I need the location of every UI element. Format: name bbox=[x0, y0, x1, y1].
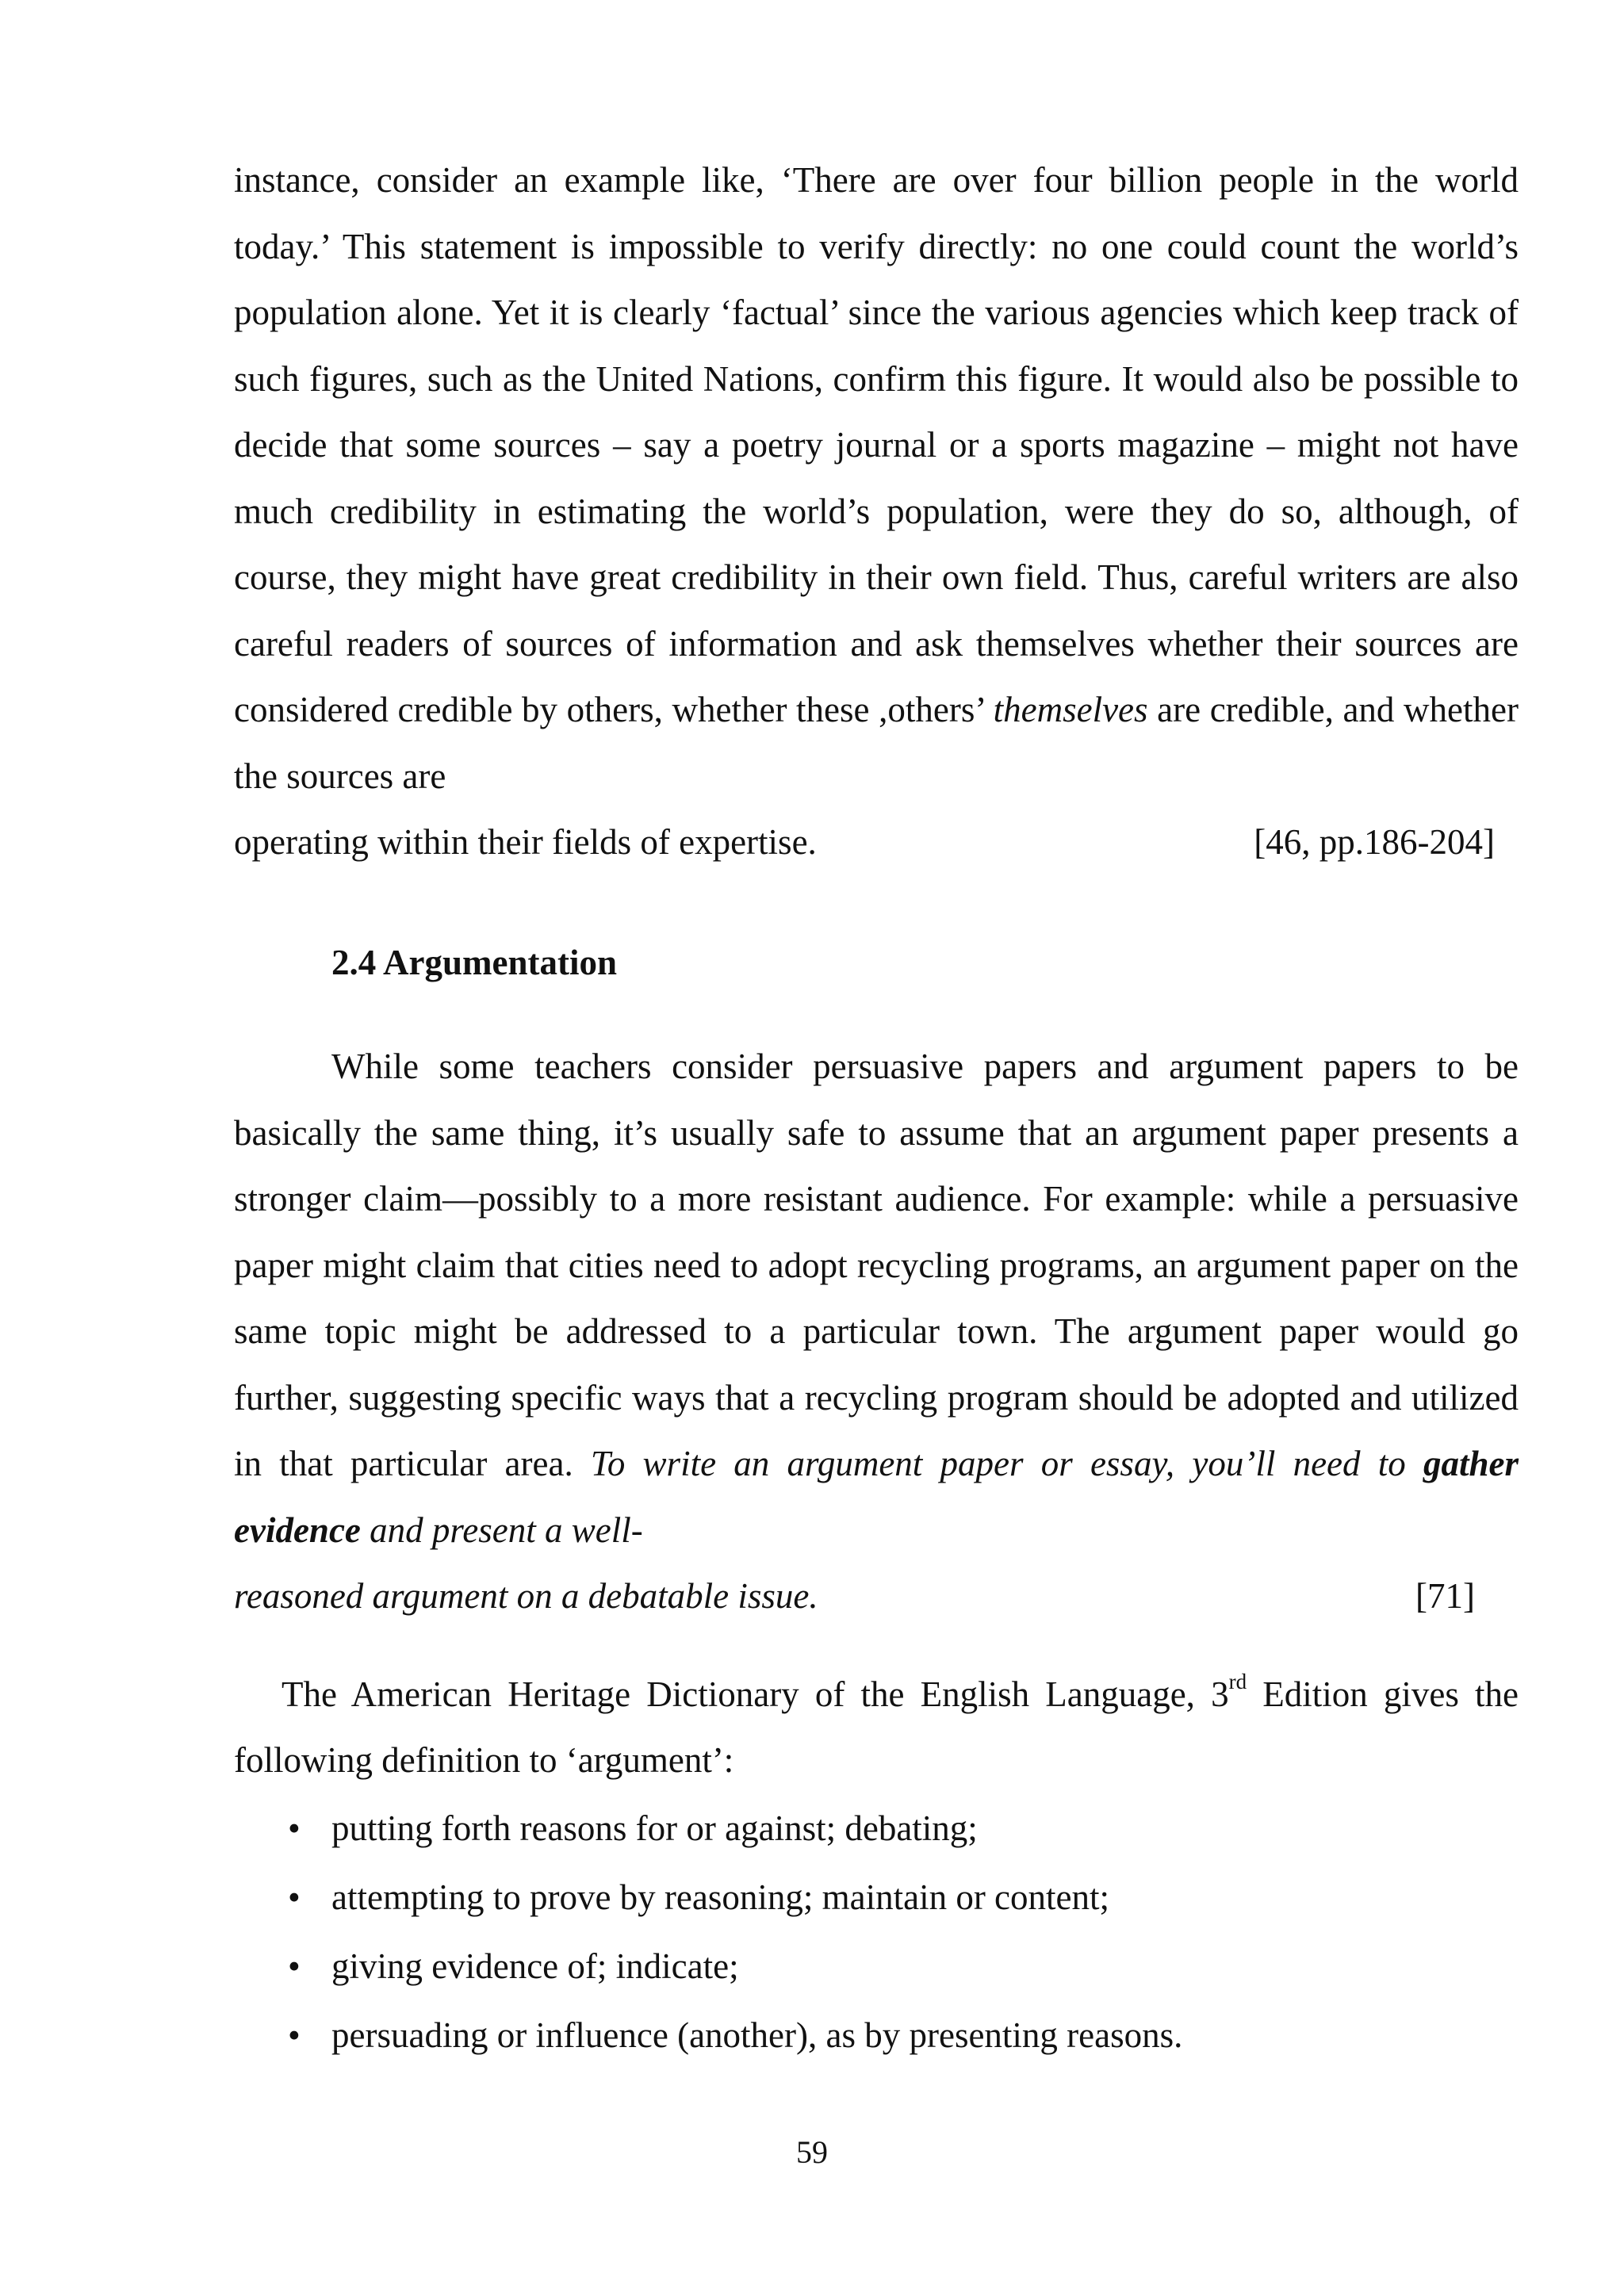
paragraph-sources-last-line bbox=[234, 809, 1519, 876]
citation-reference: [71] bbox=[1415, 1576, 1475, 1616]
paragraph-last-line-text: reasoned argument on a debatable issue. bbox=[234, 1576, 818, 1616]
italic-sentence: To write an argument paper or essay, you’ll need to gather evidence and present a well- bbox=[234, 1444, 1519, 1550]
list-item: • attempting to prove by reasoning; maintain or content; bbox=[234, 1863, 1519, 1932]
section-heading: 2.4 Argumentation bbox=[331, 942, 617, 982]
list-item: • putting forth reasons for or against; debating; bbox=[234, 1794, 1519, 1863]
paragraph-text: While some teachers consider persuasive papers and argument papers to be basically the same thing, it’s usually safe to assume that an argument paper presents a stronger claim—possibly to a more resistant audience. For example: while a persuasive paper might claim that cities need to adopt recycling programs, an argument paper on the same topic might be addressed to a particular town. The argument paper would go further, suggesting specific ways that a recycling program should be adopted and utilized in that particular area. bbox=[234, 1047, 1519, 1483]
bullet-icon: • bbox=[288, 1877, 301, 1917]
bullet-icon: • bbox=[288, 1946, 301, 1986]
citation-reference: [46, pp.186-204] bbox=[1254, 822, 1495, 862]
bold-italic-phrase: gather evidence bbox=[234, 1444, 1519, 1550]
list-item: • persuading or influence (another), as by presenting reasons. bbox=[234, 2001, 1519, 2070]
list-item: • giving evidence of; indicate; bbox=[234, 1932, 1519, 2001]
paragraph-text: instance, consider an example like, ‘There are over four billion people in the world today.’ This statement is impossible to verify directly: no one could count the world’s population alone. Yet it is clearly ‘factual’ since the various agencies which keep track of such figures, such as the United Nations, confirm this figure. It would also be possible to decide that some sources – say a poetry journal or a sports magazine – might not have much credibility in estimating the world’s population, were they do so, although, of course, they might have great credibility in their own field. Thus, careful writers are also careful readers of sources of information and ask themselves whether their sources are considered credible by others, whether these ,others’ bbox=[234, 160, 1519, 729]
paragraph-sources bbox=[234, 147, 1519, 809]
paragraph-argument bbox=[234, 1034, 1519, 1563]
page-number: 59 bbox=[796, 2134, 828, 2170]
paragraph-dictionary: The American Heritage Dictionary of the English Language, 3rd Edition gives the following definition to ‘argument’: bbox=[234, 1669, 1519, 1780]
paragraph-argument-last-line bbox=[234, 1563, 1519, 1630]
paragraph-text-continued: are credible, and whether the sources are bbox=[234, 690, 1519, 796]
definition-list bbox=[234, 1794, 1519, 2070]
paragraph-last-line-text: operating within their fields of expertise. bbox=[234, 822, 817, 862]
ordinal-superscript: rd bbox=[1228, 1669, 1247, 1693]
italic-word: themselves bbox=[993, 690, 1148, 729]
bullet-icon: • bbox=[288, 2015, 301, 2055]
page-content bbox=[234, 147, 1519, 2070]
bullet-icon: • bbox=[288, 1808, 301, 1848]
